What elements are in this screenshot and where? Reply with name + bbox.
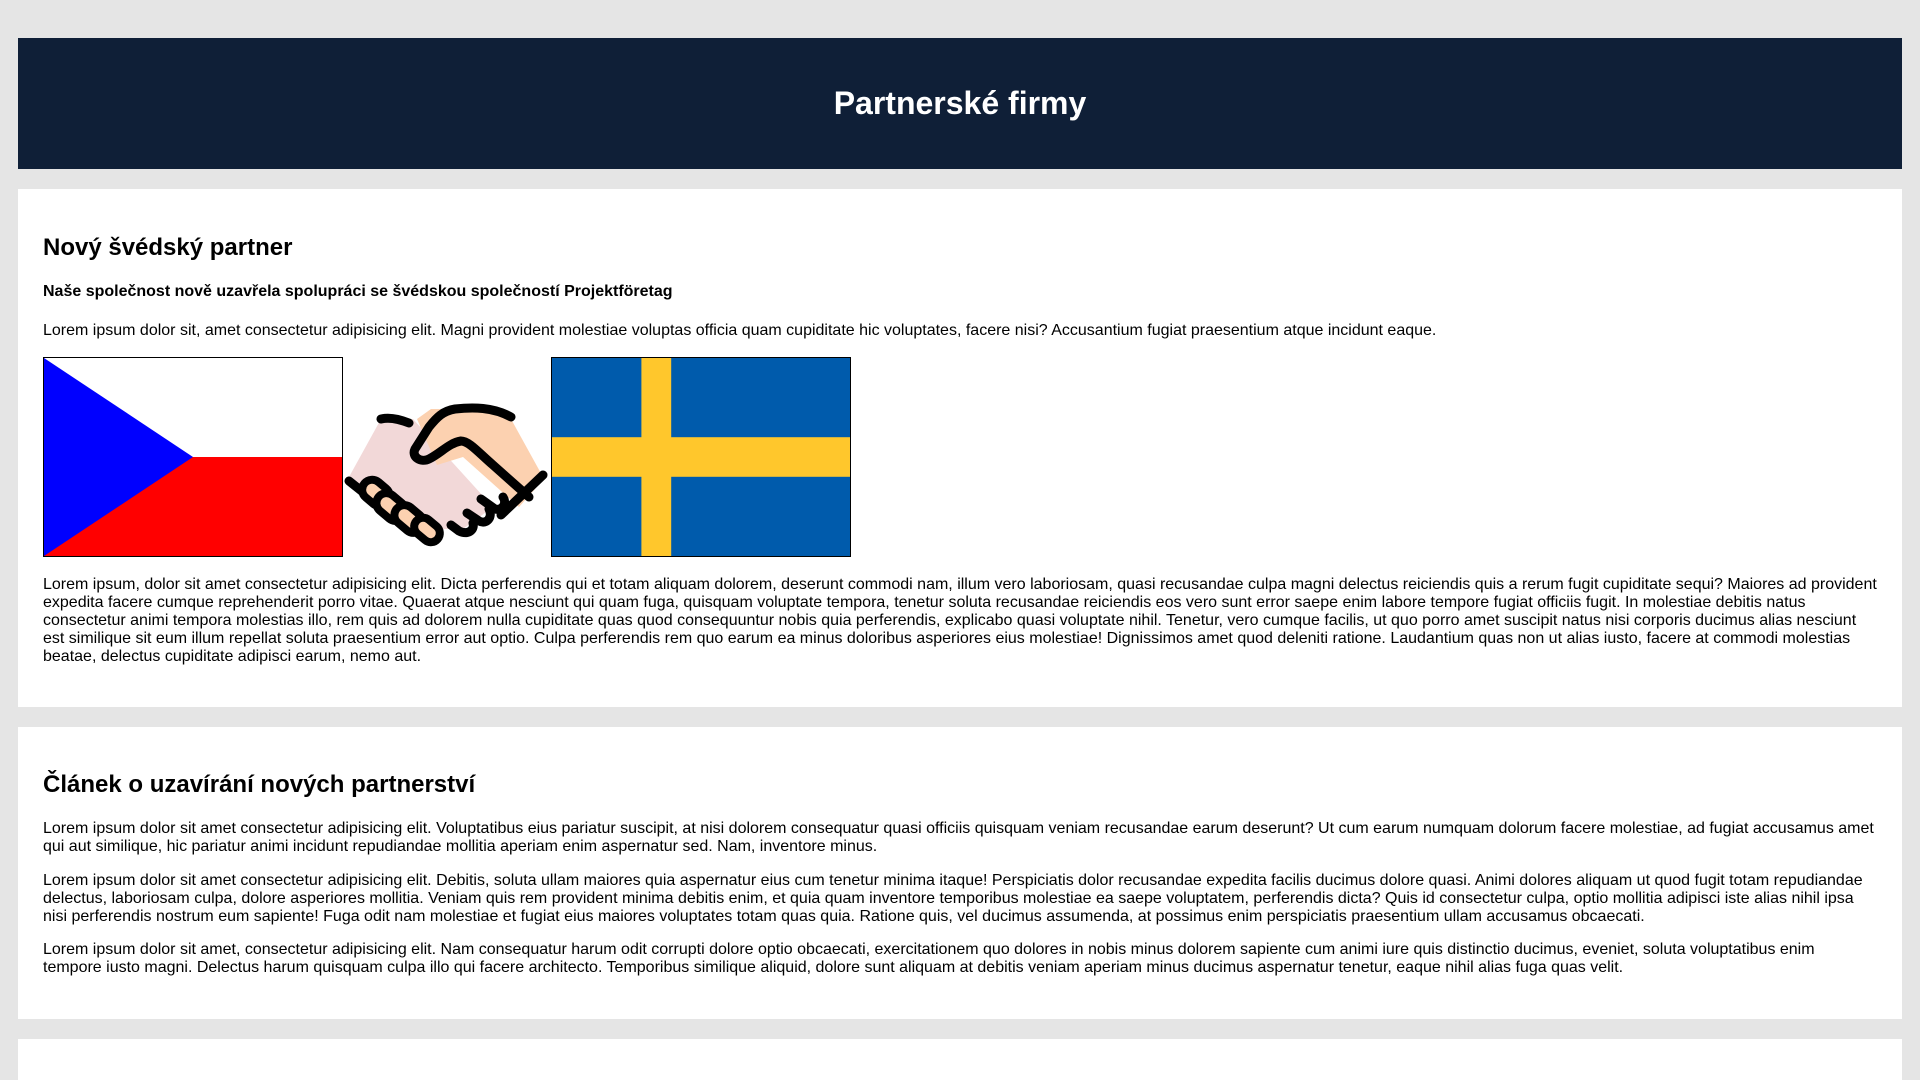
- handshake-icon: [343, 357, 551, 557]
- czech-flag-icon: [43, 357, 343, 557]
- article-card-swedish-partner: [18, 189, 1902, 707]
- swedish-flag-icon: [551, 357, 851, 557]
- article-paragraph: Lorem ipsum dolor sit amet, consectetur adipisicing elit. Nam consequatur harum odit corrupti dolore optio obcaecati, exercitationem quo dolores in nobis minus dolorem sapiente cum animi iure quis distinctio ducimus, eveniet, soluta voluptatibus enim tempore iusto magni. Delectus harum quisquam culpa illo qui facere architecto. Temporibus similique aliquid, dolore sunt aliquam at debitis veniam aperiam minus ducimus aspernatur tenetur, eaque nihil alias fuga quas velit.: [43, 941, 1815, 976]
- page-header: [18, 38, 1902, 169]
- article-card-partnerships: [18, 727, 1902, 1019]
- article-heading: Nový švédský partner: [43, 234, 293, 261]
- page-title: Partnerské firmy: [833, 85, 1087, 121]
- article-heading: Článek o uzavírání nových partnerství: [43, 771, 476, 798]
- article-paragraph: Lorem ipsum dolor sit amet consectetur adipisicing elit. Voluptatibus eius pariatur suscipit, at nisi dolorem consequatur quasi officiis quisquam veniam recusandae earum deserunt? Ut cum earum numquam dolorum facere molestiae, ad fugiat accusamus amet qui aut similique, hic pariatur animi incidunt repudiandae mollitia aperiam enim aspernatur sed. Nam, inventore minus.: [43, 820, 1874, 855]
- article-intro-paragraph: Lorem ipsum dolor sit, amet consectetur adipisicing elit. Magni provident molestiae voluptas officia quam cupiditate hic voluptates, facere nisi? Accusantium fugiat praesentium atque incidunt eaque.: [43, 322, 1437, 339]
- partnership-images: [43, 357, 851, 557]
- article-paragraph: Lorem ipsum dolor sit amet consectetur adipisicing elit. Debitis, soluta ullam maiores quia aspernatur eius cum tenetur minima itaque! Perspiciatis dolor recusandae expedita facilis ducimus dolore quasi. Animi dolores aliquam ut quod fugit totam repudiandae delectus, laboriosam culpa, dolore asperiores mollitia. Veniam quis rem provident minima debitis enim, et quia quam inventore temporibus molestiae ea saepe voluptatem, perferendis dicta? Quis id consectetur culpa, optio mollitia adipisci iste alias nihil ipsa nisi perferendis nostrum eum sapiente! Fuga odit nam molestiae et fugiat eius maiores voluptates totam quas quia. Ratione quis, vel ducimus assumenda, at possimus enim perspiciatis praesentium ullam accusamus obcaecati.: [43, 872, 1863, 925]
- article-body-paragraph: Lorem ipsum, dolor sit amet consectetur adipisicing elit. Dicta perferendis qui et totam aliquam dolorem, deserunt commodi nam, illum vero laboriosam, quasi recusandae culpa magni delectus reiciendis quis a rerum fugit cupiditate sequi? Maiores ad provident expedita facere cumque reprehenderit porro vitae. Quaerat atque nesciunt qui quam fuga, quisquam voluptate tempora, tenetur soluta recusandae reiciendis eos vero sunt error saepe enim labore tempore fugiat officiis fugit. In molestiae debitis natus consectetur animi tempora molestias illo, rem quis ad dolorem nulla cupiditate quas quod consequuntur nobis quia perferendis, explicabo quasi voluptate nihil. Tenetur, vero cumque facilis, ut quo porro amet suscipit natus nisi corporis ducimus alias nesciunt est similique sit eum illum repellat soluta praesentium error aut optio. Culpa perferendis rem quo earum ea minus doloribus asperiores eius molestiae! Dignissimos amet quod deleniti ratione. Laudantium quas non ut alias iusto, facere at commodi molestias beatae, delectus cupiditate adipisci earum, nemo aut.: [43, 576, 1877, 665]
- article-card-next: [18, 1039, 1902, 1080]
- article-lead: Naše společnost nově uzavřela spolupráci se švédskou společností Projektföretag: [43, 283, 673, 300]
